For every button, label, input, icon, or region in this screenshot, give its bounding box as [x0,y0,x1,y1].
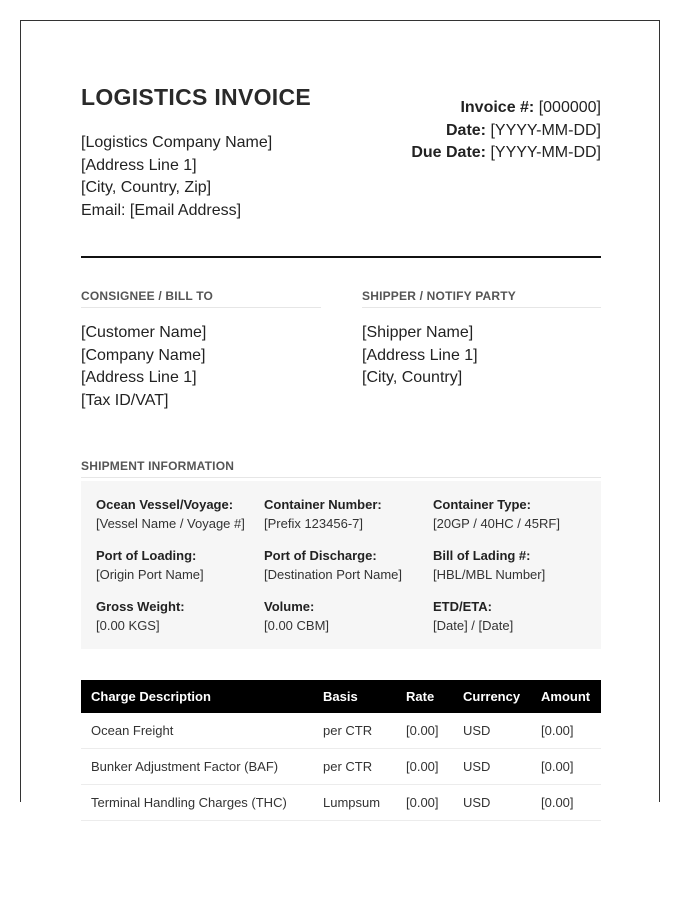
consignee-line: [Tax ID/VAT] [81,391,169,409]
charge-basis: per CTR [313,713,396,749]
shipper-block [362,322,478,390]
due-date-value: [YYYY-MM-DD] [486,144,601,161]
field-value: [HBL/MBL Number] [433,567,546,582]
invoice-meta [411,97,601,165]
field-label: Volume: [264,599,315,614]
field-value: [20GP / 40HC / 45RF] [433,516,560,531]
invoice-number-label: Invoice #: [460,99,535,116]
shipment-field-container-type [433,495,560,533]
invoice-number [411,97,601,120]
charge-description: Bunker Adjustment Factor (BAF) [81,749,313,785]
consignee-line: [Customer Name] [81,324,207,341]
field-value: [0.00 CBM] [264,618,330,633]
consignee-block [81,322,206,412]
consignee-line: [Company Name] [81,346,206,364]
field-label: ETD/ETA: [433,599,492,614]
table-row [81,749,601,785]
charges-header-row [81,680,601,713]
field-label: Container Number: [264,497,382,512]
shipment-field-port-loading [96,546,204,584]
field-value: [Vessel Name / Voyage #] [96,516,245,531]
shipment-field-etd-eta [433,597,513,635]
shipment-heading: SHIPMENT INFORMATION [81,459,601,478]
field-value: [Destination Port Name] [264,567,403,582]
shipper-heading: SHIPPER / NOTIFY PARTY [362,289,601,308]
field-value: [0.00 KGS] [96,618,160,633]
charge-amount: [0.00] [531,785,601,821]
due-date-label: Due Date: [411,144,487,161]
invoice-page [20,20,660,810]
charge-rate: [0.00] [396,785,453,821]
table-row [81,713,601,749]
company-city: [City, Country, Zip] [81,179,212,196]
charge-currency: USD [453,749,531,785]
charge-rate: [0.00] [396,713,453,749]
shipper-line: [Address Line 1] [362,346,478,364]
column-header: Basis [313,680,396,713]
table-row [81,785,601,821]
column-header: Amount [531,680,601,713]
field-value: [Prefix 123456-7] [264,516,364,531]
shipper-line: [Shipper Name] [362,324,474,341]
shipment-field-container-number [264,495,382,533]
charge-description: Terminal Handling Charges (THC) [81,785,313,821]
field-label: Gross Weight: [96,599,185,614]
consignee-line: [Address Line 1] [81,369,197,386]
shipment-field-port-discharge [264,546,402,584]
field-label: Port of Discharge: [264,548,377,563]
consignee-heading: CONSIGNEE / BILL TO [81,289,321,308]
invoice-date [411,120,601,143]
field-value: [Origin Port Name] [96,567,204,582]
shipment-field-bill-of-lading [433,546,545,584]
invoice-date-label: Date: [446,121,487,139]
invoice-due-date [411,142,601,165]
company-block [81,132,272,222]
charge-description: Ocean Freight [81,713,313,749]
charge-currency: USD [453,713,531,749]
invoice-title: LOGISTICS INVOICE [81,84,312,110]
charge-amount: [0.00] [531,713,601,749]
charge-amount: [0.00] [531,749,601,785]
shipment-field-gross-weight [96,597,185,635]
charge-basis: per CTR [313,749,396,785]
column-header: Currency [453,680,531,713]
company-name: [Logistics Company Name] [81,134,273,151]
shipment-info-box [81,481,601,649]
company-email: Email: [Email Address] [81,201,242,219]
invoice-number-value: [000000] [534,99,601,116]
column-header: Charge Description [81,680,313,713]
header-divider [81,256,601,258]
invoice-date-value: [YYYY-MM-DD] [486,121,601,139]
field-label: Port of Loading: [96,548,197,563]
field-label: Container Type: [433,497,531,512]
column-header: Rate [396,680,453,713]
company-address: [Address Line 1] [81,156,197,174]
charge-basis: Lumpsum [313,785,396,821]
charge-rate: [0.00] [396,749,453,785]
shipper-line: [City, Country] [362,369,463,386]
charge-currency: USD [453,785,531,821]
field-label: Ocean Vessel/Voyage: [96,497,234,512]
field-label: Bill of Lading #: [433,548,531,563]
field-value: [Date] / [Date] [433,618,514,633]
shipment-field-vessel [96,495,245,533]
shipment-field-volume [264,597,329,635]
charges-table [81,680,601,821]
